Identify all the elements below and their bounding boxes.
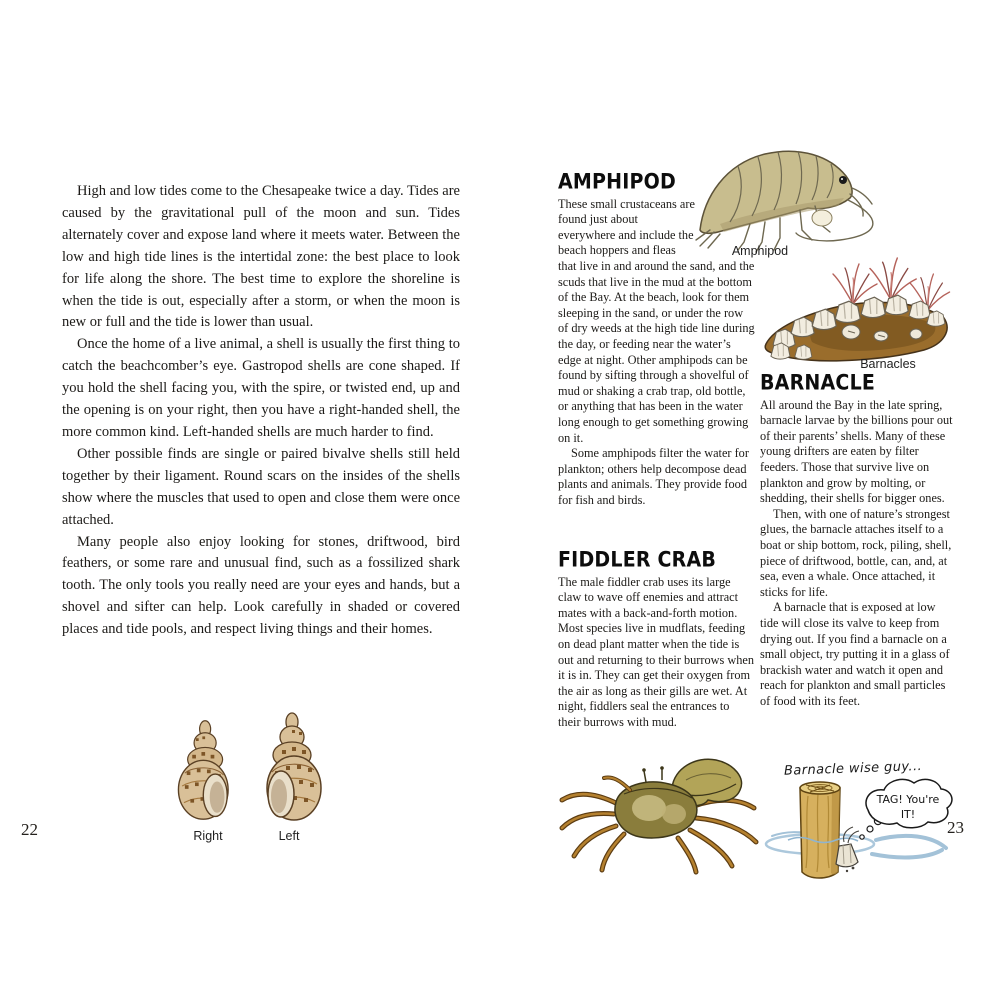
section-fiddler-crab (558, 548, 755, 731)
speech-bubble-line2: IT! (900, 808, 916, 821)
barnacles-figure-label: Barnacles (860, 357, 916, 371)
section-amphipod (558, 170, 755, 508)
shell-left-label: Left (278, 829, 300, 843)
barnacle-heading: BARNACLE (760, 371, 876, 396)
left-page-body-text (62, 181, 460, 641)
cartoon-caption: Barnacle wise guy... (783, 758, 923, 779)
amphipod-heading: AMPHIPOD (558, 170, 676, 195)
amphipod-paragraph: These small crustaceans are found just about everywhere and include the beach hoppers and fleas that live in and around the sand, and the scuds that live in the mud at the bottom of the Bay. At the beach, look for them sleeping in the sand, or under the row of dry weeds at the high tide line during the day, or feeding near the water’s edge at night. Other amphipods can be found by sifting through a shovelful of mud or shaking a crab trap, old bottle, or anything that has been in the water long enough to get something growing on it. (558, 196, 755, 445)
barnacle-cartoon (756, 776, 964, 886)
page-number-right: 23 (947, 818, 964, 837)
paragraph-beachcombing: Many people also enjoy looking for stones, driftwood, bird feathers, or some rare and unusual find, such as a fossilized shark tooth. The only tools you really need are your eyes and hands, but a shovel and sifter can help. Look carefully in shaded or covered places and tide pools, and respect living things and their homes. (62, 533, 460, 638)
barnacle-paragraph: All around the Bay in the late spring, barnacle larvae by the billions pour out of their parents’ shells. Many of these young drifters are eaten by filter feeders. Those that survive live on plankton and grow by molting, or shedding, their shells for bigger ones. (760, 397, 953, 506)
barnacles-illustration (756, 252, 960, 374)
shell-right-handed (178, 721, 228, 819)
gastropod-shells-illustration (168, 708, 338, 833)
amphipod-figure-label: Amphipod (731, 244, 789, 258)
section-barnacle (760, 371, 957, 709)
fiddler-crab-heading: FIDDLER CRAB (558, 548, 717, 573)
wood-piling (800, 782, 840, 878)
paragraph-tides: High and low tides come to the Chesapeake twice a day. Tides are caused by the gravitational pull of the moon and sun. Tides alternately cover and expose land where it meets water. Between the low and high tide lines is the intertidal zone: the best place to look for life along the shore. The best time to explore the shoreline is when the tide is out, especially after a storm, or when the moon is new or full and the tide is lower than usual. (62, 183, 460, 331)
paragraph-bivalves: Other possible finds are single or paired bivalve shells still held together by their ligament. Round scars on the insides of the shells show where the muscles that used to open and close them were once attached. (62, 445, 460, 528)
image-wrap-spacer (697, 197, 755, 259)
amphipod-eye (839, 176, 847, 184)
fiddler-crab-paragraph: The male fiddler crab uses its large claw to wave off enemies and attract mates with a back-and-forth motion. Most species live in mudflats, feeding on dead plant matter when the tide is out and returning to their burrows when it is in. They can get their oxygen from the air as long as their gills are wet. At night, fiddlers seal the entrances to their burrows with mud. (558, 574, 755, 729)
amphipod-paragraph: Some amphipods filter the water for plankton; others help decompose dead plants and animals. They provide food for fish and birds. (558, 446, 749, 507)
page-number-left: 22 (21, 820, 38, 839)
barnacle-paragraph: A barnacle that is exposed at low tide will close its valve to keep from drying out. If you find a barnacle on a small object, try putting it in a glass of brackish water and watch it open and reach for plankton and small particles of food with its feet. (760, 600, 950, 708)
shell-right-label: Right (193, 829, 223, 843)
paragraph-shells: Once the home of a live animal, a shell is usually the first thing to catch the beachcomber’s eye. Gastropod shells are cone shaped. If you hold the shell facing you, with the spire, or twisted end, up and the opening is on your right, then you have a right-handed shell, the more common kind. Left-handed shells are much harder to find. (62, 336, 460, 440)
fiddler-crab-illustration (554, 750, 768, 880)
speech-bubble-line1: TAG! You're (876, 793, 940, 806)
shell-left-handed (267, 713, 321, 820)
barnacle-paragraph: Then, with one of nature’s strongest glues, the barnacle attaches itself to a boat or ship bottom, rock, piling, shell, piece of driftwood, bottle, can, and, at sea, even a whale. Once attached, it sticks for life. (760, 506, 952, 599)
